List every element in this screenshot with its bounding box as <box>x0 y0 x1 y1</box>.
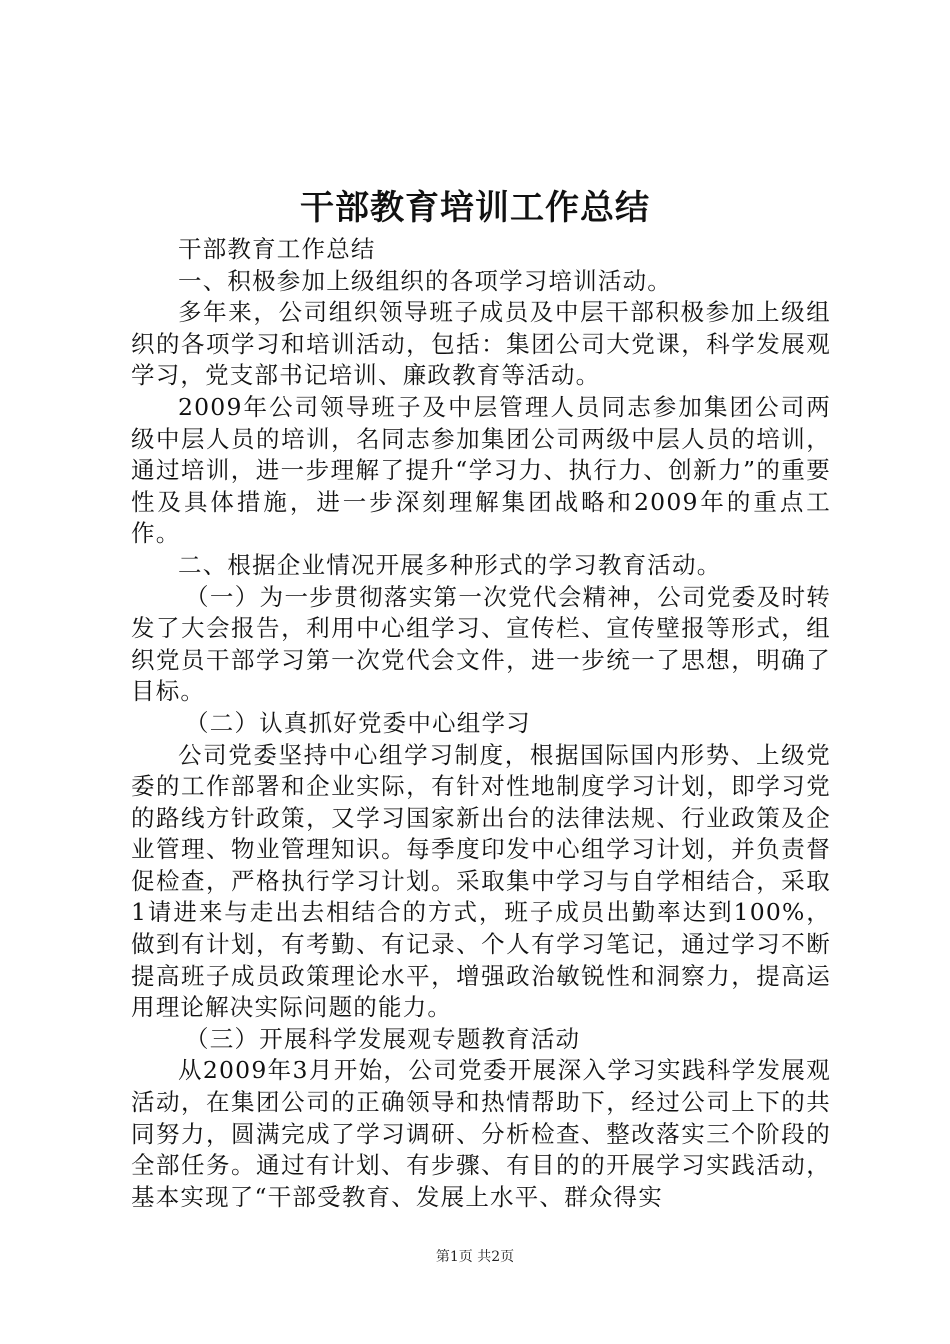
paragraph: 多年来，公司组织领导班子成员及中层干部积极参加上级组织的各项学习和培训活动，包括：集团公司大党课，科学发展观学习，党支部书记培训、廉政教育等活动。 <box>131 298 831 390</box>
section-heading-1: 一、积极参加上级组织的各项学习培训活动。 <box>178 266 672 295</box>
page-footer: 第1页 共2页 <box>435 1249 515 1265</box>
paragraph: 公司党委坚持中心组学习制度，根据国际国内形势、上级党委的工作部署和企业实际，有针对性地制度学习计划，即学习党的路线方针政策，又学习国家新出台的法律法规、行业政策及企业管理、物业管理知识。每季度印发中心组学习计划，并负责督促检查，严格执行学习计划。采取集中学习与自学相结合，采取1请进来与走出去相结合的方式，班子成员出勤率达到100%，做到有计划，有考勤、有记录、个人有学习笔记，通过学习不断提高班子成员政策理论水平，增强政治敏锐性和洞察力，提高运用理论解决实际问题的能力。 <box>131 740 831 1022</box>
section-heading-2: 二、根据企业情况开展多种形式的学习教育活动。 <box>178 550 722 579</box>
paragraph: 2009年公司领导班子及中层管理人员同志参加集团公司两级中层人员的培训，名同志参加集团公司两级中层人员的培训，通过培训，进一步理解了提升“学习力、执行力、创新力”的重要性及具体措施，进一步深刻理解集团战略和2009年的重点工作。 <box>131 392 831 548</box>
paragraph-subtitle: 干部教育工作总结 <box>178 235 376 263</box>
document-body <box>131 234 831 1213</box>
document-title: 干部教育培训工作总结 <box>300 188 650 228</box>
subsection-heading-2: （二）认真抓好党委中心组学习 <box>185 708 531 737</box>
paragraph: 从2009年3月开始，公司党委开展深入学习实践科学发展观活动，在集团公司的正确领导和热情帮助下，经过公司上下的共同努力，圆满完成了学习调研、分析检查、整改落实三个阶段的全部任务。通过有计划、有步骤、有目的的开展学习实践活动，基本实现了“干部受教育、发展上水平、群众得实 <box>131 1056 831 1211</box>
paragraph: （一）为一步贯彻落实第一次党代会精神，公司党委及时转发了大会报告，利用中心组学习、宣传栏、宣传壁报等形式，组织党员干部学习第一次党代会文件，进一步统一了思想，明确了目标。 <box>131 582 831 706</box>
subsection-heading-3: （三）开展科学发展观专题教育活动 <box>185 1024 581 1053</box>
